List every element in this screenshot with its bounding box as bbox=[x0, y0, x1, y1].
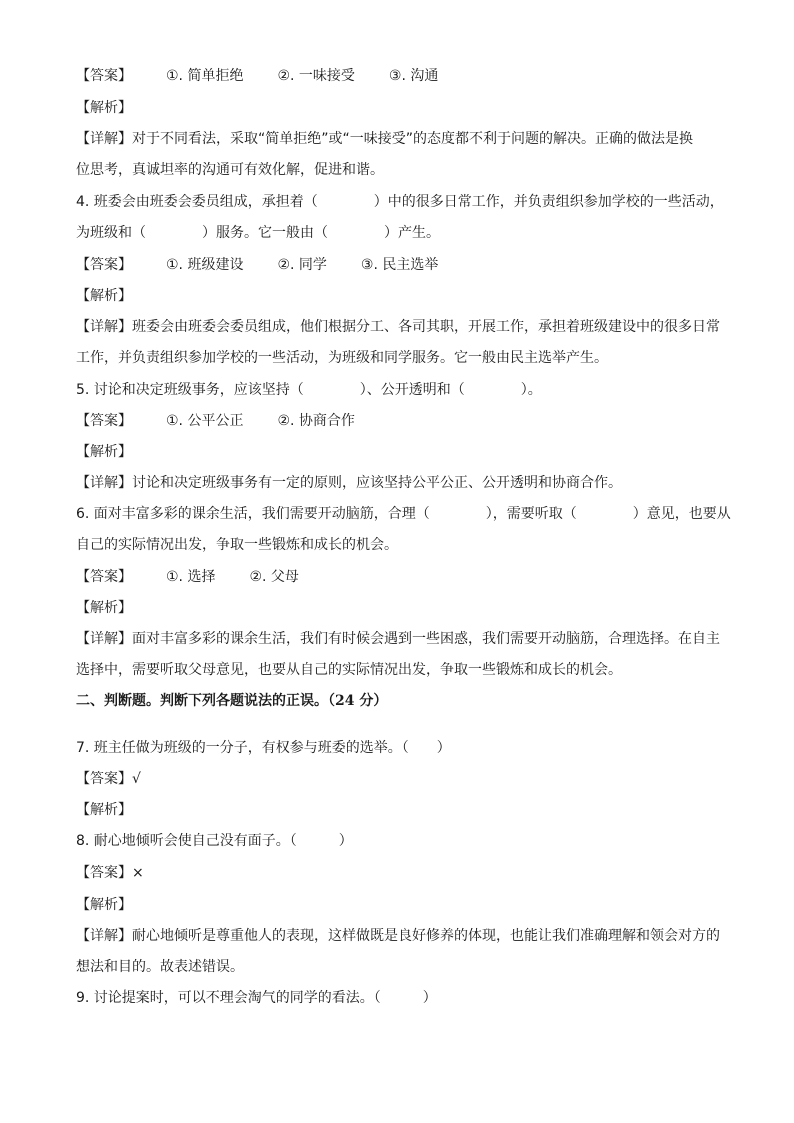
q6-answer-tag: 【答案】 bbox=[76, 569, 132, 585]
q9-stem: 9. 讨论提案时，可以不理会淘气的同学的看法。（ ） bbox=[76, 990, 437, 1006]
q3-detail-line-1: 【详解】对于不同看法，采取“简单拒绝”或“一味接受”的态度都不利于问题的解决。正确的做法是换 bbox=[76, 131, 694, 147]
q4-stem-line-1: 4. 班委会由班委会委员组成，承担着（ ）中的很多日常工作，并负责组织参加学校的一些活动， bbox=[76, 194, 724, 210]
q6-analysis-tag: 【解析】 bbox=[76, 600, 132, 616]
q4-detail-line-1: 【详解】班委会由班委会委员组成，他们根据分工、各司其职，开展工作，承担着班级建设中的很多日常 bbox=[76, 319, 720, 335]
q4-detail-line-2: 工作，并负责组织参加学校的一些活动，为班级和同学服务。它一般由民主选举产生。 bbox=[76, 350, 608, 366]
q5-detail: 【详解】讨论和决定班级事务有一定的原则，应该坚持公平公正、公开透明和协商合作。 bbox=[76, 475, 622, 491]
q6-stem-line-2: 自己的实际情况出发，争取一些锻炼和成长的机会。 bbox=[76, 537, 398, 553]
q5-analysis-tag: 【解析】 bbox=[76, 444, 132, 460]
q6-detail-line-1: 【详解】面对丰富多彩的课余生活，我们有时候会遇到一些困惑，我们需要开动脑筋，合理选择。在自主 bbox=[76, 631, 720, 647]
q8-detail-line-2: 想法和目的。故表述错误。 bbox=[76, 959, 244, 975]
q3-option-1: ①. 简单拒绝 bbox=[166, 68, 244, 84]
q4-option-3: ③. 民主选举 bbox=[360, 257, 439, 273]
q8-stem: 8. 耐心地倾听会使自己没有面子。（ ） bbox=[76, 833, 353, 849]
q4-answer-row bbox=[76, 255, 726, 275]
q8-answer: 【答案】× bbox=[76, 865, 144, 881]
q4-option-1: ①. 班级建设 bbox=[166, 257, 244, 273]
q5-option-1: ①. 公平公正 bbox=[166, 413, 244, 429]
q6-answer-row bbox=[76, 567, 726, 587]
q6-option-1: ①. 选择 bbox=[166, 569, 216, 585]
q7-answer: 【答案】√ bbox=[76, 771, 141, 787]
q6-stem-line-1: 6. 面对丰富多彩的课余生活，我们需要开动脑筋，合理（ ），需要听取（ ）意见，也要从 bbox=[76, 506, 731, 522]
q8-detail-line-1: 【详解】耐心地倾听是尊重他人的表现，这样做既是良好修养的体现，也能让我们准确理解和领会对方的 bbox=[76, 928, 720, 944]
q7-analysis-tag: 【解析】 bbox=[76, 802, 132, 818]
q6-option-2: ②. 父母 bbox=[249, 569, 299, 585]
q3-answer-row bbox=[76, 66, 726, 86]
q5-stem: 5. 讨论和决定班级事务，应该坚持（ ）、公开透明和（ ）。 bbox=[76, 382, 542, 398]
q8-analysis-tag: 【解析】 bbox=[76, 897, 132, 913]
q4-stem-line-2: 为班级和（ ）服务。它一般由（ ）产生。 bbox=[76, 225, 440, 241]
q4-analysis-tag: 【解析】 bbox=[76, 288, 132, 304]
q4-answer-tag: 【答案】 bbox=[76, 257, 132, 273]
q3-detail-line-2: 位思考，真诚坦率的沟通可有效化解，促进和谐。 bbox=[76, 162, 384, 178]
q4-option-2: ②. 同学 bbox=[277, 257, 327, 273]
q3-option-3: ③. 沟通 bbox=[388, 68, 439, 84]
q3-answer-tag: 【答案】 bbox=[76, 68, 132, 84]
q3-option-2: ②. 一味接受 bbox=[277, 68, 355, 84]
q5-answer-tag: 【答案】 bbox=[76, 413, 132, 429]
q6-detail-line-2: 选择中，需要听取父母意见，也要从自己的实际情况出发，争取一些锻炼和成长的机会。 bbox=[76, 662, 622, 678]
q5-answer-row bbox=[76, 411, 726, 431]
q7-stem: 7. 班主任做为班级的一分子，有权参与班委的选举。（ ） bbox=[76, 740, 451, 756]
section-title: 二、判断题。判断下列各题说法的正误。（24 分） bbox=[76, 693, 388, 709]
q5-option-2: ②. 协商合作 bbox=[277, 413, 355, 429]
q3-analysis-tag: 【解析】 bbox=[76, 100, 132, 116]
